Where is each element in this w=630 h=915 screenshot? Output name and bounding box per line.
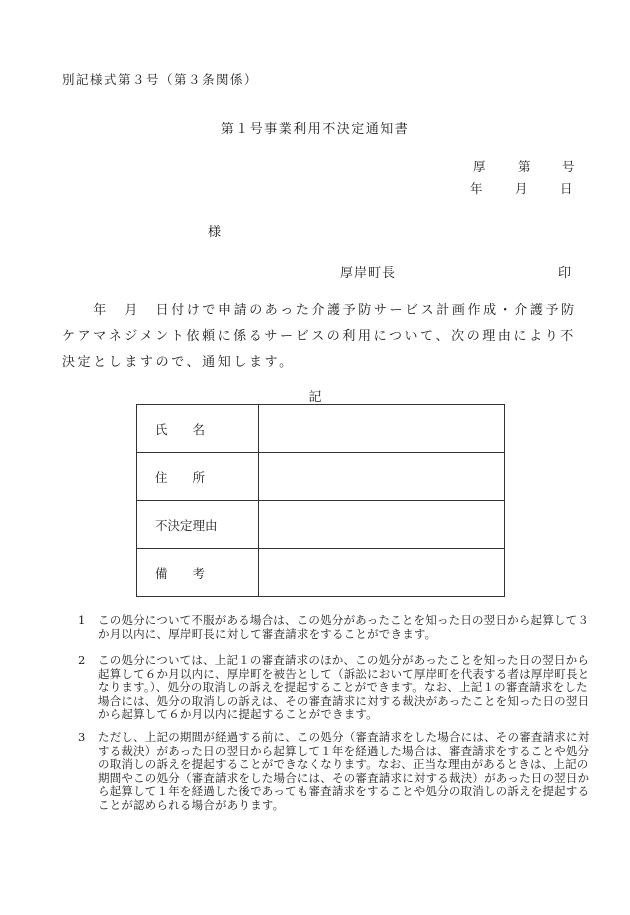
sender-name: 厚岸町長 <box>340 266 397 281</box>
table-row <box>137 405 505 453</box>
note-text: この処分について不服がある場合は、この処分があったことを知った日の翌日から起算して３か月以内に、厚岸町長に対して審査請求をすることができます。 <box>98 613 590 641</box>
notice-paragraph: 年 月 日付けで申請のあった介護予防サービス計画作成・介護予防ケアマネジメント依頼に係るサービスの利用について、次の理由により不決定としますので、通知します。 <box>62 303 577 370</box>
doc-number-suffix: 号 <box>562 159 575 174</box>
table-row <box>137 549 505 597</box>
doc-number-middle: 第 <box>518 159 531 174</box>
row-label-remarks: 備 考 <box>137 549 259 597</box>
note-item <box>78 731 590 812</box>
row-value-name <box>258 405 504 453</box>
note-item <box>78 614 590 641</box>
row-value-reason <box>258 501 504 549</box>
record-table <box>136 404 505 597</box>
document-title: 第１号事業利用不決定通知書 <box>220 122 410 137</box>
note-item <box>78 654 590 722</box>
row-value-address <box>258 453 504 501</box>
row-label-address: 住 所 <box>137 453 259 501</box>
date-day: 日 <box>560 181 573 196</box>
date-year: 年 <box>470 181 483 196</box>
note-number: 3 <box>78 730 86 744</box>
record-heading: 記 <box>308 390 322 405</box>
row-label-name: 氏 名 <box>137 405 259 453</box>
doc-number-prefix: 厚 <box>473 159 486 174</box>
form-number: 別記様式第３号（第３条関係） <box>62 72 259 87</box>
date-month: 月 <box>515 181 528 196</box>
notice-body <box>62 298 590 376</box>
note-text: この処分については、上記１の審査請求のほか、この処分があったことを知った日の翌日から起算して６か月以内に、厚岸町を被告として（訴訟において厚岸町を代表する者は厚岸町長となります。）、処分の取消しの訴えを提起することができます。なお、上記１の審査請求をした場合には、処分の取消しの訴えは、その審査請求に対する裁決があったことを知った日の翌日から起算して６か月以内に提起することができます。 <box>98 653 590 721</box>
row-label-reason: 不決定理由 <box>137 501 259 549</box>
note-number: 2 <box>78 653 86 667</box>
row-value-remarks <box>258 549 504 597</box>
table-row <box>137 453 505 501</box>
note-number: 1 <box>78 613 86 627</box>
seal-mark: 印 <box>558 266 572 281</box>
note-text: ただし、上記の期間が経過する前に、この処分（審査請求をした場合には、その審査請求に対する裁決）があった日の翌日から起算して１年を経過した場合は、審査請求をすることや処分の取消しの訴えを提起することができなくなります。なお、正当な理由があるときは、上記の期間やこの処分（審査請求をした場合には、その審査請求に対する裁決）があった日の翌日から起算して１年を経過した後であっても審査請求をすることや処分の取消しの訴えを提起することが認められる場合があります。 <box>98 730 590 812</box>
table-row <box>137 501 505 549</box>
addressee-honorific: 様 <box>208 225 222 240</box>
